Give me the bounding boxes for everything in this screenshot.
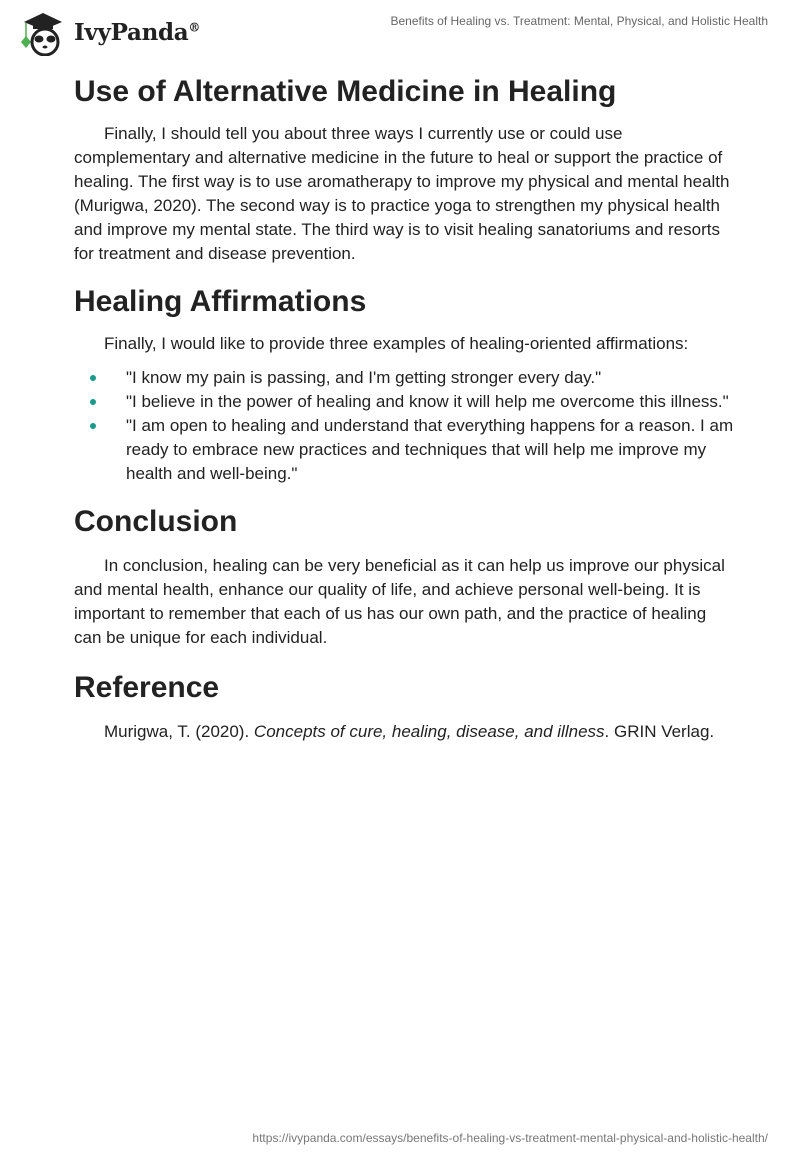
section-heading: Healing Affirmations <box>74 285 367 318</box>
document-title: Benefits of Healing vs. Treatment: Mental, Physical, and Holistic Health <box>390 14 768 28</box>
section-heading: Conclusion <box>74 505 238 538</box>
bullet-icon <box>90 399 96 405</box>
source-url[interactable]: https://ivypanda.com/essays/benefits-of-healing-vs-treatment-mental-physical-and-holistic-health/ <box>252 1131 768 1145</box>
list-item: "I am open to healing and understand that everything happens for a reason. I am ready to embrace new practices and techniques that will help me improve my health and well-being." <box>74 414 734 486</box>
list-item: "I know my pain is passing, and I'm getting stronger every day." <box>74 366 734 390</box>
article-content <box>74 70 734 744</box>
list-item: "I believe in the power of healing and know it will help me overcome this illness." <box>74 390 734 414</box>
section-paragraph: Finally, I should tell you about three ways I currently use or could use complementary and alternative medicine in the future to heal or support the practice of healing. The first way is to use aromatherapy to improve my physical and mental health (Murigwa, 2020). The second way is to practice yoga to strengthen my physical health and improve my mental state. The third way is to visit healing sanatoriums and resorts for treatment and disease prevention. <box>74 124 730 263</box>
affirmations-list <box>74 366 734 486</box>
panda-mascot-icon <box>18 8 68 56</box>
section-heading: Use of Alternative Medicine in Healing <box>74 75 617 108</box>
section-heading: Reference <box>74 671 220 704</box>
ivypanda-logo[interactable] <box>18 8 200 56</box>
reference-entry: Murigwa, T. (2020). Concepts of cure, healing, disease, and illness. GRIN Verlag. <box>104 722 715 741</box>
brand-name: IvyPanda® <box>74 18 201 46</box>
bullet-icon <box>90 375 96 381</box>
bullet-icon <box>90 423 96 429</box>
section-paragraph: Finally, I would like to provide three examples of healing-oriented affirmations: <box>104 334 689 353</box>
section-paragraph: In conclusion, healing can be very beneficial as it can help us improve our physical and mental health, enhance our quality of life, and achieve personal well-being. It is important to remember that each of us has our own path, and the practice of healing can be unique for each individual. <box>74 556 725 647</box>
